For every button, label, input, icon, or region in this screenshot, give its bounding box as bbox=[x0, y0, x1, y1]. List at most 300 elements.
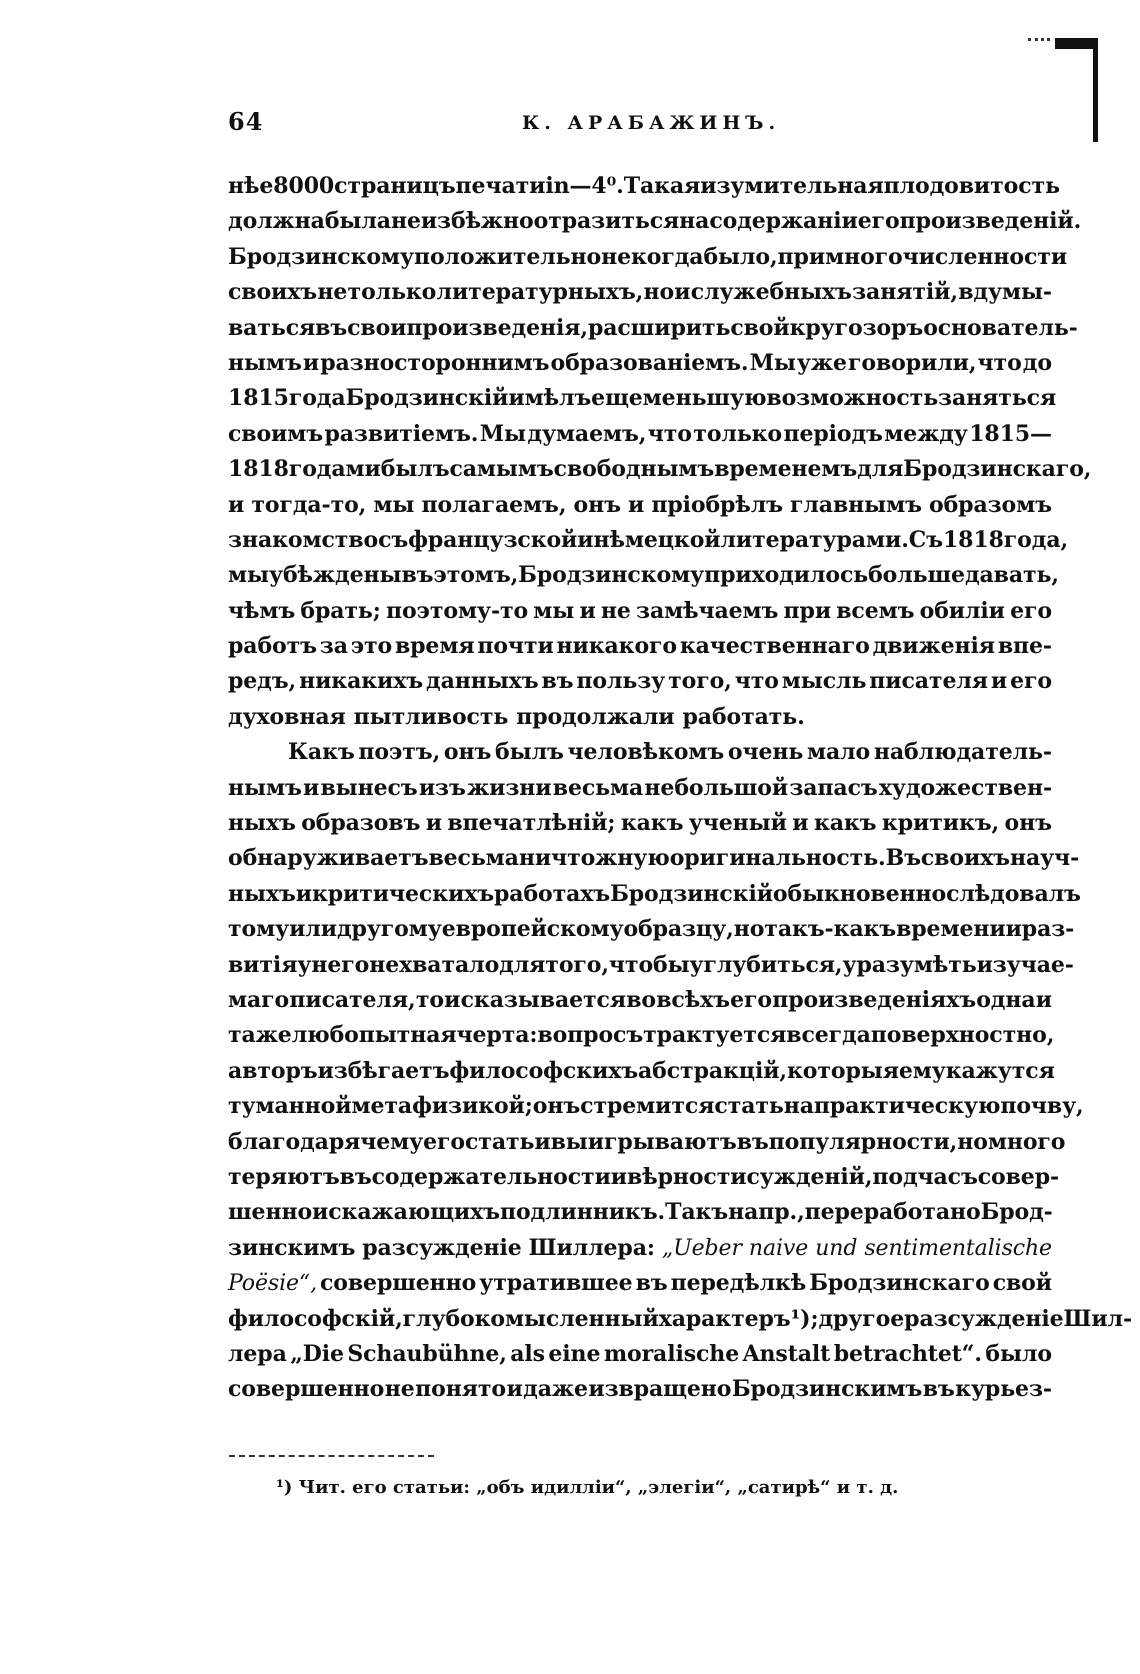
text-word: свой bbox=[992, 1270, 1052, 1297]
page-number: 64 bbox=[228, 107, 264, 136]
text-word: слѣдовалъ bbox=[946, 880, 1081, 907]
text-word: никакого bbox=[556, 633, 677, 660]
text-word: наблюдатель- bbox=[873, 739, 1052, 766]
text-word: давать, bbox=[964, 562, 1059, 589]
text-word: теряютъ bbox=[228, 1163, 340, 1190]
text-word: былъ bbox=[380, 456, 450, 483]
text-word: обиліи bbox=[919, 597, 1005, 624]
text-word: что bbox=[734, 668, 779, 695]
text-word: оригинальность. bbox=[669, 845, 886, 872]
text-word: 1818 bbox=[942, 526, 1004, 553]
text-word: другому bbox=[336, 916, 442, 943]
text-word: онъ bbox=[573, 491, 621, 518]
text-word: маго bbox=[228, 986, 290, 1013]
text-word: мало bbox=[806, 739, 871, 766]
text-line bbox=[228, 169, 1060, 204]
text-word: для bbox=[857, 456, 904, 483]
text-word: служебныхъ bbox=[690, 279, 852, 306]
text-word: въ bbox=[315, 314, 348, 341]
text-word: тому bbox=[228, 916, 290, 943]
text-word: Бродзинскимъ bbox=[731, 1376, 923, 1403]
text-word: пытливость bbox=[353, 703, 509, 730]
text-word: и bbox=[579, 597, 596, 624]
text-word: 8000 bbox=[273, 173, 335, 199]
text-word: продолжали bbox=[516, 703, 675, 730]
text-word: человѣкомъ bbox=[567, 739, 725, 766]
text-word: Бродзинскаго bbox=[809, 1270, 990, 1297]
text-word: обнаруживаетъ bbox=[228, 845, 429, 872]
text-word: онъ bbox=[1004, 810, 1052, 837]
text-word: онъ bbox=[532, 1093, 581, 1120]
text-word: время bbox=[394, 633, 475, 660]
text-word: и bbox=[302, 349, 320, 376]
text-word: Въ bbox=[885, 845, 921, 872]
text-word: европейскому bbox=[441, 916, 624, 943]
text-word: содержаніи bbox=[709, 208, 858, 235]
running-title: К. АРАБАЖИНЪ. bbox=[522, 112, 781, 134]
text-word: образовъ bbox=[301, 810, 421, 837]
text-word: всѣхъ bbox=[656, 986, 730, 1013]
text-word: до bbox=[1022, 349, 1052, 376]
text-word: писателя bbox=[869, 668, 988, 695]
text-word: него bbox=[311, 951, 370, 978]
text-word: страницъ bbox=[334, 173, 456, 199]
text-word: философскій, bbox=[228, 1305, 403, 1332]
text-word: Бродзинскому bbox=[228, 243, 414, 270]
text-word: та bbox=[228, 1022, 256, 1049]
text-word: между bbox=[884, 420, 968, 447]
text-line bbox=[228, 735, 1052, 770]
text-word: имѣлъ bbox=[508, 385, 592, 412]
text-word: въ bbox=[635, 1270, 668, 1297]
text-word: Бродзинскій bbox=[345, 385, 509, 412]
text-word: практическую bbox=[813, 1093, 1001, 1120]
text-word: не bbox=[317, 279, 348, 306]
text-word: на bbox=[679, 208, 710, 235]
text-line bbox=[228, 806, 1052, 841]
text-word: подлинникъ. bbox=[499, 1199, 666, 1226]
text-line bbox=[228, 629, 1052, 664]
text-word: впечатлѣній; bbox=[447, 810, 616, 837]
text-word: но bbox=[733, 916, 765, 943]
text-word: разсужденіе bbox=[362, 1234, 522, 1261]
text-word: это bbox=[350, 633, 393, 660]
text-word: должна bbox=[228, 208, 325, 235]
text-word: Брод- bbox=[980, 1199, 1053, 1226]
text-word: даже bbox=[523, 1376, 588, 1403]
text-word: передѣлкѣ bbox=[670, 1270, 807, 1297]
text-word: своимъ bbox=[228, 420, 324, 447]
text-word: свой bbox=[730, 314, 790, 341]
text-word: лера bbox=[228, 1340, 287, 1367]
text-word: Anstalt bbox=[742, 1340, 831, 1367]
text-line bbox=[228, 381, 1057, 416]
text-word: sentimentalische bbox=[864, 1235, 1052, 1261]
text-line bbox=[228, 841, 1080, 876]
text-word: ничтожную bbox=[518, 845, 670, 872]
text-line bbox=[228, 1089, 1084, 1124]
text-word: совершенно bbox=[320, 1270, 477, 1297]
text-word: говорили, bbox=[848, 349, 977, 376]
text-word: другое bbox=[818, 1305, 905, 1332]
text-word: его bbox=[1010, 668, 1052, 695]
text-word: Бродзинскаго, bbox=[903, 456, 1092, 483]
text-word: развитіемъ. bbox=[324, 420, 479, 447]
text-word: почти bbox=[477, 633, 554, 660]
text-word: науч- bbox=[1009, 845, 1080, 872]
text-word: своихъ bbox=[228, 279, 318, 306]
text-word: сказывается bbox=[460, 986, 626, 1013]
text-word: годами bbox=[288, 456, 381, 483]
text-word: напр., bbox=[728, 1199, 805, 1226]
text-word: французской bbox=[408, 526, 578, 553]
text-word: у bbox=[297, 951, 312, 978]
text-word: раз- bbox=[1021, 916, 1075, 943]
text-line bbox=[228, 877, 1081, 912]
text-word: что bbox=[977, 349, 1022, 376]
text-word: вопросъ bbox=[537, 1022, 644, 1049]
text-word: неизбѣжно bbox=[390, 208, 534, 235]
text-word: въ bbox=[339, 1163, 372, 1190]
text-word: свои bbox=[347, 314, 407, 341]
text-word: вдумы- bbox=[958, 279, 1052, 306]
text-word: „Die bbox=[290, 1340, 344, 1367]
text-word: и bbox=[577, 526, 594, 553]
text-word: авторъ bbox=[228, 1057, 318, 1084]
text-word: ваться bbox=[228, 314, 316, 341]
text-line bbox=[228, 240, 1068, 275]
text-word: искажающихъ bbox=[312, 1199, 500, 1226]
text-word: онъ bbox=[443, 739, 492, 766]
text-word: чему bbox=[360, 1128, 424, 1155]
text-word: или bbox=[289, 916, 337, 943]
text-word: только bbox=[347, 279, 437, 306]
text-word: этомъ, bbox=[433, 562, 519, 589]
text-word: изумительная bbox=[700, 173, 884, 199]
text-word: на bbox=[783, 1093, 814, 1120]
text-word: въ bbox=[922, 1376, 955, 1403]
text-word: не bbox=[369, 951, 400, 978]
text-word: переработано bbox=[804, 1199, 981, 1226]
text-word: которыя bbox=[786, 1057, 899, 1084]
text-word: его bbox=[1010, 597, 1052, 624]
text-word: мысль bbox=[781, 668, 867, 695]
text-word: обыкновенно bbox=[772, 880, 947, 907]
text-word: печати bbox=[455, 173, 546, 199]
text-word: Такъ bbox=[665, 1199, 729, 1226]
text-word: было, bbox=[703, 243, 778, 270]
text-word: благодаря bbox=[228, 1128, 361, 1155]
text-word: поверхностно, bbox=[870, 1022, 1055, 1049]
scan-edge-mark bbox=[1055, 38, 1098, 142]
text-word: характеръ bbox=[658, 1305, 791, 1332]
text-word: работъ bbox=[228, 633, 317, 660]
text-word: нымъ bbox=[228, 349, 302, 376]
text-word: und bbox=[815, 1235, 858, 1261]
text-word: приходилось bbox=[704, 562, 869, 589]
text-word: весьма bbox=[552, 774, 644, 801]
text-word: философскихъ bbox=[449, 1057, 639, 1084]
text-word: кругозоръ bbox=[789, 314, 924, 341]
text-word: отразиться bbox=[533, 208, 680, 235]
text-word: совер- bbox=[977, 1163, 1060, 1190]
text-word: какъ bbox=[620, 810, 684, 837]
text-word: главнымъ bbox=[790, 491, 922, 518]
text-word: же bbox=[255, 1022, 292, 1049]
text-word: произведенія, bbox=[406, 314, 588, 341]
text-word: 1815 bbox=[228, 385, 289, 412]
text-word: свободнымъ bbox=[553, 456, 715, 483]
text-word: образомъ bbox=[929, 491, 1052, 518]
text-line bbox=[228, 771, 1052, 806]
text-word: naive bbox=[748, 1235, 809, 1261]
text-word: качественнаго bbox=[679, 633, 870, 660]
text-word: было bbox=[985, 1340, 1052, 1367]
text-word: совершенно bbox=[228, 1376, 385, 1403]
text-word: и bbox=[792, 810, 809, 837]
text-word: некогда bbox=[601, 243, 704, 270]
text-word: Бродзинскому bbox=[518, 562, 705, 589]
text-word: меньшую bbox=[642, 385, 767, 412]
text-word: произведеній. bbox=[899, 208, 1082, 235]
text-word: разсужденіе bbox=[904, 1305, 1064, 1332]
text-word: всегда bbox=[786, 1022, 871, 1049]
text-word: весьма bbox=[428, 845, 519, 872]
text-word: въ bbox=[401, 562, 434, 589]
text-word: глубокомысленный bbox=[402, 1305, 659, 1332]
text-word: Мы bbox=[749, 349, 796, 376]
text-word: убѣждены bbox=[268, 562, 402, 589]
text-word: его bbox=[857, 208, 900, 235]
text-word: ¹); bbox=[790, 1305, 819, 1332]
text-line bbox=[228, 1054, 1055, 1089]
text-line bbox=[228, 912, 1075, 947]
text-word: изучае- bbox=[976, 951, 1074, 978]
text-word: брать; bbox=[300, 597, 381, 624]
text-word: выигрываютъ bbox=[550, 1128, 737, 1155]
text-line bbox=[228, 700, 1052, 735]
text-line bbox=[228, 664, 1052, 699]
text-word: метафизикой; bbox=[351, 1093, 533, 1120]
text-word: возможность bbox=[766, 385, 939, 412]
text-word: стать bbox=[714, 1093, 784, 1120]
text-line bbox=[228, 1160, 1060, 1195]
text-line bbox=[228, 1018, 1055, 1053]
text-word: нымъ bbox=[228, 774, 302, 801]
text-word: самымъ bbox=[449, 456, 554, 483]
text-word: былъ bbox=[495, 739, 564, 766]
text-line bbox=[228, 346, 1052, 381]
text-word: во bbox=[626, 986, 656, 1013]
text-word: основатель- bbox=[923, 314, 1078, 341]
text-word: много bbox=[987, 1128, 1066, 1155]
text-word: поэтому-то bbox=[385, 597, 529, 624]
text-word: поэтъ, bbox=[358, 739, 441, 766]
text-word: нѣе bbox=[228, 173, 274, 199]
text-word: и bbox=[1005, 916, 1022, 943]
text-word: всемъ bbox=[836, 597, 915, 624]
text-word: литературныхъ, bbox=[436, 279, 644, 306]
text-word: шенно bbox=[228, 1199, 313, 1226]
text-word: полагаемъ, bbox=[421, 491, 567, 518]
text-word: уже bbox=[796, 349, 847, 376]
text-line bbox=[228, 1231, 1052, 1266]
text-word: ученый bbox=[688, 810, 787, 837]
text-word: разностороннимъ bbox=[320, 349, 550, 376]
text-word: данныхъ bbox=[426, 668, 539, 695]
text-word: трактуется bbox=[643, 1022, 787, 1049]
text-word: образованіемъ. bbox=[550, 349, 749, 376]
text-word: при bbox=[783, 597, 832, 624]
text-word: ныхъ bbox=[228, 810, 296, 837]
text-word: Бродзинскій bbox=[610, 880, 773, 907]
text-word: углубиться, bbox=[689, 951, 843, 978]
text-line bbox=[228, 1266, 1052, 1301]
text-word: то bbox=[415, 986, 444, 1013]
text-word: нѣмецкой bbox=[593, 526, 721, 553]
text-word: редъ, bbox=[228, 668, 297, 695]
text-word: еще bbox=[591, 385, 643, 412]
text-word: работахъ bbox=[494, 880, 611, 907]
text-word: многочисленности bbox=[825, 243, 1068, 270]
footnote: ¹) Чит. его статьи: „объ идилліи“, „элегіи“, „сатирѣ“ и т. д. bbox=[276, 1477, 899, 1498]
text-line bbox=[228, 558, 1059, 593]
text-line bbox=[228, 523, 1069, 558]
text-word: не bbox=[384, 1376, 415, 1403]
text-word: того, bbox=[545, 951, 609, 978]
scan-artifact-dots bbox=[1028, 38, 1050, 49]
text-word: статьи bbox=[465, 1128, 551, 1155]
text-word: moralische bbox=[603, 1340, 740, 1367]
text-line bbox=[228, 1337, 1052, 1372]
text-word: почву, bbox=[1000, 1093, 1084, 1120]
text-word: не bbox=[600, 597, 631, 624]
text-word: Такая bbox=[623, 173, 701, 199]
text-word: думаемъ, bbox=[527, 420, 647, 447]
text-line bbox=[228, 1195, 1052, 1230]
text-word: жизни bbox=[467, 774, 552, 801]
text-word: 1818 bbox=[228, 456, 289, 483]
text-word: курьез- bbox=[955, 1376, 1052, 1403]
text-word: изъ bbox=[418, 774, 466, 801]
text-word: занятій, bbox=[852, 279, 958, 306]
text-word: года, bbox=[1003, 526, 1069, 553]
text-word: своихъ bbox=[920, 845, 1010, 872]
text-word: и bbox=[425, 810, 442, 837]
text-line bbox=[228, 1372, 1052, 1407]
text-word: расширить bbox=[587, 314, 731, 341]
text-word: вынесъ bbox=[320, 774, 418, 801]
text-word: мы bbox=[533, 597, 575, 624]
text-word: вѣрности bbox=[627, 1163, 747, 1190]
text-word: Шиллера: bbox=[528, 1234, 655, 1261]
text-word: положительно bbox=[413, 243, 602, 270]
body-text bbox=[228, 169, 1133, 1408]
text-word: года bbox=[288, 385, 346, 412]
text-word: его bbox=[423, 1128, 466, 1155]
text-word: подчасъ bbox=[872, 1163, 978, 1190]
text-word: только bbox=[693, 420, 783, 447]
text-word: небольшой bbox=[644, 774, 789, 801]
text-word: критическихъ bbox=[311, 880, 494, 907]
text-word: такъ-какъ bbox=[764, 916, 897, 943]
text-word: періодъ bbox=[783, 420, 883, 447]
text-word: понято bbox=[415, 1376, 506, 1403]
text-word: больше bbox=[868, 562, 965, 589]
text-line bbox=[228, 204, 1082, 239]
text-word: мы bbox=[373, 491, 415, 518]
text-word: зинскимъ bbox=[228, 1234, 356, 1261]
text-line bbox=[228, 417, 1052, 452]
text-word: хватало bbox=[399, 951, 500, 978]
text-word: произведеніяхъ bbox=[772, 986, 976, 1013]
text-word: ныхъ bbox=[228, 880, 296, 907]
text-word: литературами. bbox=[720, 526, 909, 553]
text-word: очень bbox=[727, 739, 804, 766]
text-word: знакомство bbox=[228, 526, 379, 553]
text-word: критикъ, bbox=[881, 810, 1000, 837]
text-word: Poësie“, bbox=[228, 1271, 317, 1297]
text-word: но bbox=[957, 1128, 988, 1155]
text-word: чтобы bbox=[608, 951, 690, 978]
text-word: и bbox=[228, 491, 245, 518]
text-word: черта: bbox=[456, 1022, 538, 1049]
text-word: и bbox=[303, 774, 320, 801]
text-word: Какъ bbox=[288, 739, 355, 766]
text-word: и bbox=[1035, 986, 1052, 1013]
text-word: als bbox=[510, 1340, 545, 1367]
text-word: одна bbox=[976, 986, 1036, 1013]
text-word: извращено bbox=[588, 1376, 732, 1403]
text-word: запасъ bbox=[789, 774, 878, 801]
text-word: образцу, bbox=[623, 916, 734, 943]
text-word: „Ueber bbox=[661, 1235, 742, 1261]
text-word: абстракцій, bbox=[638, 1057, 787, 1084]
text-word: того, bbox=[668, 668, 732, 695]
text-word: художествен- bbox=[878, 774, 1052, 801]
text-word: in—4⁰. bbox=[545, 173, 624, 199]
text-line bbox=[228, 948, 1074, 983]
text-word: и bbox=[444, 986, 461, 1013]
text-word: пріобрѣлъ bbox=[651, 491, 783, 518]
text-word: духовная bbox=[228, 703, 346, 730]
text-word: 1815— bbox=[969, 420, 1052, 447]
text-word: въ bbox=[736, 1128, 769, 1155]
text-word: для bbox=[499, 951, 546, 978]
text-word: и bbox=[674, 279, 691, 306]
footnote-divider bbox=[229, 1455, 434, 1457]
text-word: работать. bbox=[682, 703, 805, 730]
text-word: пользу bbox=[576, 668, 666, 695]
text-line bbox=[228, 275, 1052, 310]
text-word: и bbox=[610, 1163, 628, 1190]
text-word: впе- bbox=[997, 633, 1052, 660]
text-word: за bbox=[319, 633, 348, 660]
text-line bbox=[228, 1302, 1133, 1337]
text-word: временемъ bbox=[714, 456, 858, 483]
text-word: любопытная bbox=[291, 1022, 457, 1049]
text-word: времени bbox=[896, 916, 1006, 943]
text-word: замѣчаемъ bbox=[636, 597, 779, 624]
text-word: писателя, bbox=[289, 986, 416, 1013]
text-line bbox=[228, 1125, 1066, 1160]
text-word: и bbox=[628, 491, 645, 518]
text-word: съ bbox=[378, 526, 409, 553]
text-word: была bbox=[324, 208, 391, 235]
text-word: сужденій, bbox=[746, 1163, 873, 1190]
text-word: при bbox=[777, 243, 826, 270]
text-word: заняться bbox=[938, 385, 1057, 412]
